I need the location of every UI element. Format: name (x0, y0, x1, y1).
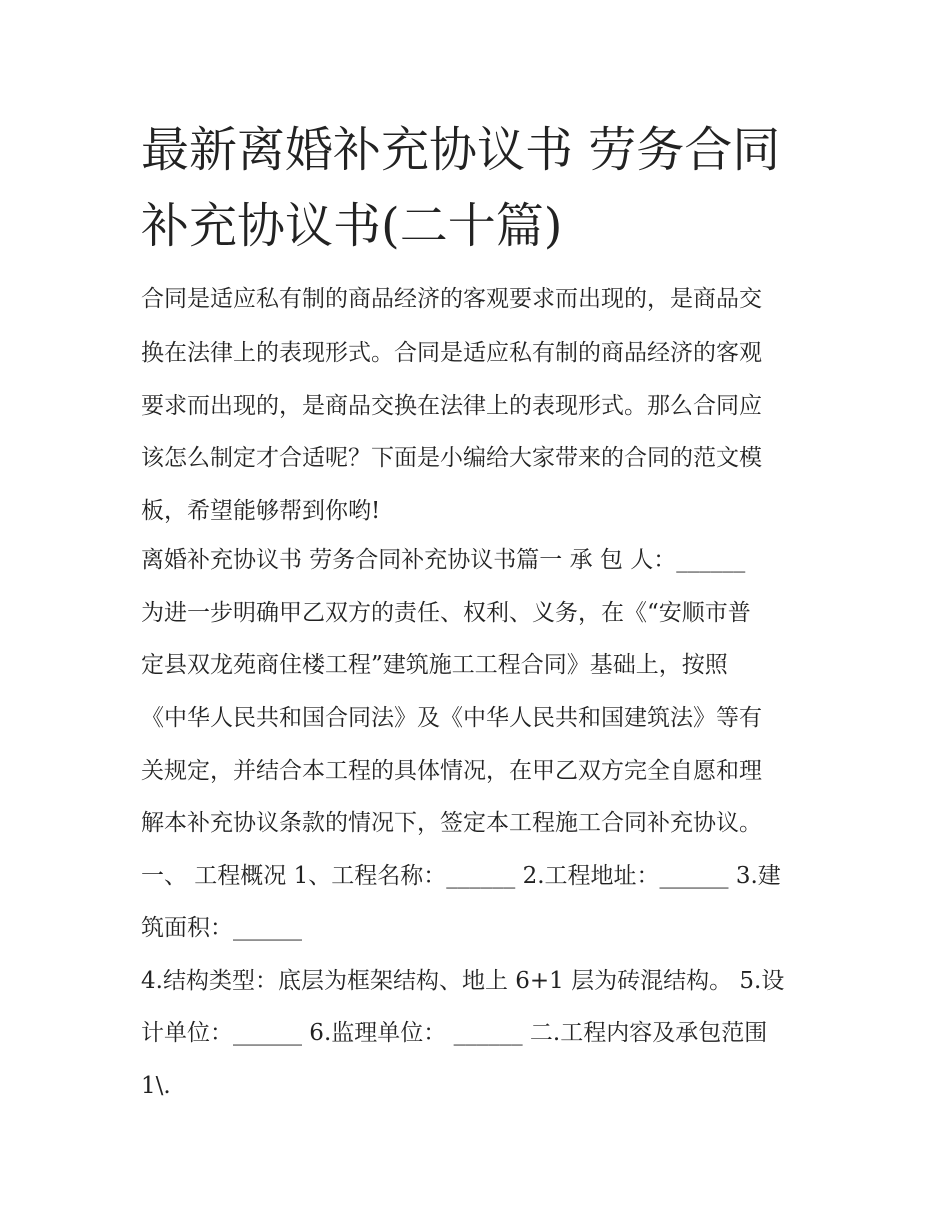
document-title-line-2: 补充协议书(二十篇) (141, 198, 563, 254)
paragraph-line: 计单位：______ 6.监理单位： ______ 二.工程内容及承包范围 (141, 1020, 768, 1046)
paragraph-line: 筑面积：______ (141, 915, 302, 941)
paragraph-line: 板，希望能够帮到你哟! (141, 498, 381, 524)
paragraph-line: 为进一步明确甲乙双方的责任、权利、义务，在《“安顺市普 (141, 600, 751, 626)
paragraph-line: 4.结构类型：底层为框架结构、地上 6+1 层为砖混结构。 5.设 (141, 968, 785, 994)
paragraph-line: 要求而出现的，是商品交换在法律上的表现形式。那么合同应 (141, 393, 762, 419)
paragraph-line: 定县双龙苑商住楼工程”建筑施工工程合同》基础上，按照 (141, 652, 728, 678)
paragraph-line: 离婚补充协议书 劳务合同补充协议书篇一 承 包 人：______ (141, 547, 746, 573)
paragraph-line: 合同是适应私有制的商品经济的客观要求而出现的，是商品交 (141, 286, 762, 312)
paragraph-line: 该怎么制定才合适呢？下面是小编给大家带来的合同的范文模 (141, 445, 762, 471)
paragraph-line: 关规定，并结合本工程的具体情况，在甲乙双方完全自愿和理 (141, 758, 762, 784)
paragraph-line: 解本补充协议条款的情况下，签定本工程施工合同补充协议。 (141, 810, 762, 836)
document-title-line-1: 最新离婚补充协议书 劳务合同 (141, 122, 781, 178)
paragraph-line: 1\. (141, 1073, 171, 1099)
paragraph-line: 换在法律上的表现形式。合同是适应私有制的商品经济的客观 (141, 340, 762, 366)
paragraph-line: 《中华人民共和国合同法》及《中华人民共和国建筑法》等有 (141, 705, 762, 731)
paragraph-line: 一、 工程概况 1、工程名称：______ 2.工程地址：______ 3.建 (141, 863, 781, 889)
